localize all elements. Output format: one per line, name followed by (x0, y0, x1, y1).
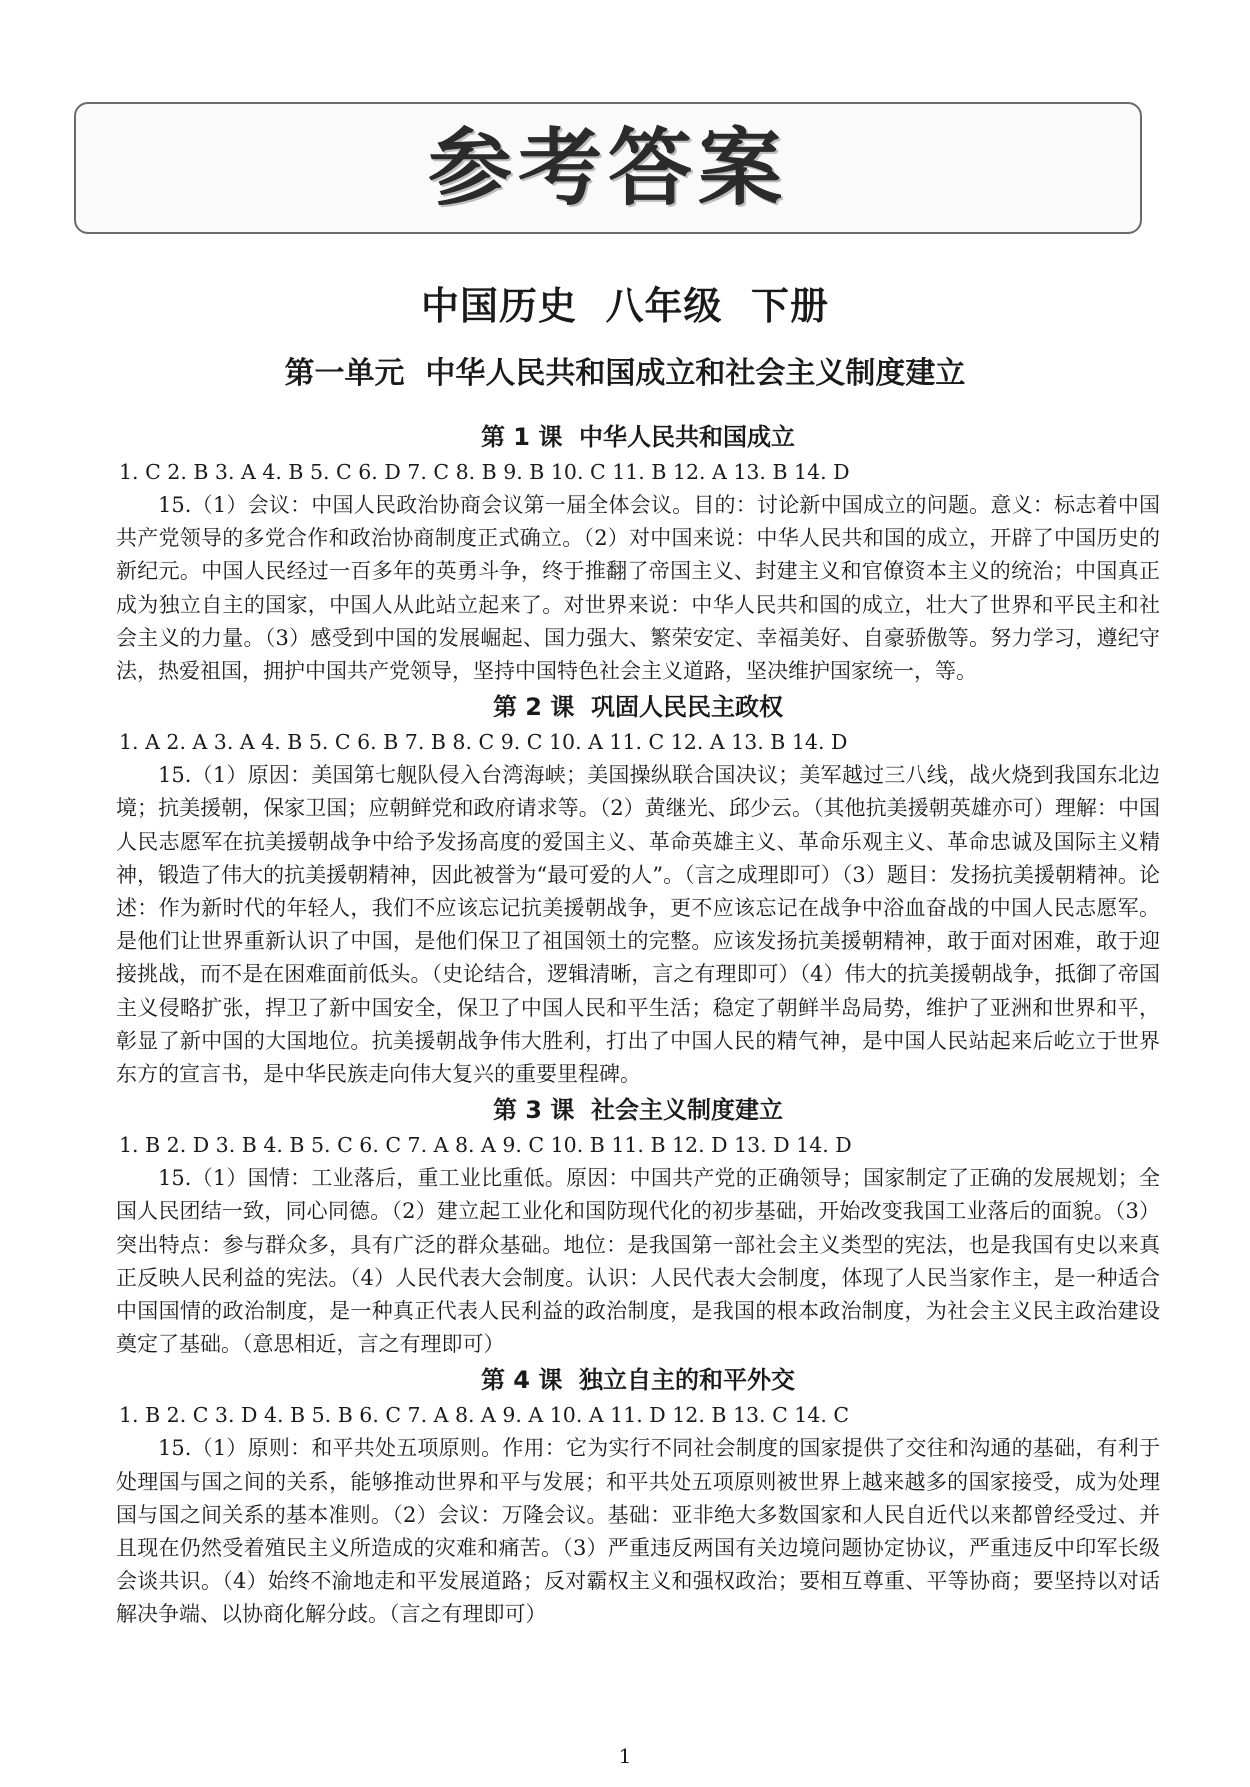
lesson-section (116, 1361, 1160, 1631)
book-title: 中国历史 八年级 下册 (421, 284, 829, 328)
lesson-section (116, 688, 1160, 1091)
page-number: 1 (618, 1744, 632, 1768)
multiple-choice-answers: 1. B 2. D 3. B 4. B 5. C 6. C 7. A 8. A 9. C 10. B 11. B 12. D 13. D 14. D (119, 1133, 852, 1158)
answer-content (116, 418, 1160, 1632)
multiple-choice-answers: 1. C 2. B 3. A 4. B 5. C 6. D 7. C 8. B 9. B 10. C 11. B 12. A 13. B 14. D (119, 460, 850, 484)
essay-answer: 15.（1）国情：工业落后，重工业比重低。原因：中国共产党的正确领导；国家制定了正确的发展规划；全国人民团结一致，同心同德。（2）建立起工业化和国防现代化的初步基础，开始改变我国工业落后的面貌。（3）突出特点：参与群众多，具有广泛的群众基础。地位：是我国第一部社会主义类型的宪法，也是我国有史以来真正反映人民利益的宪法。（4）人民代表大会制度。认识：人民代表大会制度，体现了人民当家作主，是一种适合中国国情的政治制度，是一种真正代表人民利益的政治制度，是我国的根本政治制度，为社会主义民主政治建设奠定了基础。（意思相近，言之有理即可） (116, 1166, 1160, 1357)
essay-answer: 15.（1）原则：和平共处五项原则。作用：它为实行不同社会制度的国家提供了交往和沟通的基础，有利于处理国与国之间的关系，能够推动世界和平与发展；和平共处五项原则被世界上越来越多的国家接受，成为处理国与国之间关系的基本准则。（2）会议：万隆会议。基础：亚非绝大多数国家和人民自近代以来都曾经受过、并且现在仍然受着殖民主义所造成的灾难和痛苦。（3）严重违反两国有关边境问题协定协议，严重违反中印军长级会谈共识。（4）始终不渝地走和平发展道路；反对霸权主义和强权政治；要相互尊重、平等协商；要坚持以对话解决争端、以协商化解分歧。（言之有理即可） (116, 1436, 1160, 1627)
lesson-title: 第 3 课 社会主义制度建立 (492, 1096, 784, 1125)
lesson-section (116, 1091, 1160, 1361)
unit-title: 第一单元 中华人民共和国成立和社会主义制度建立 (284, 356, 966, 391)
multiple-choice-answers: 1. A 2. A 3. A 4. B 5. C 6. B 7. B 8. C 9. C 10. A 11. C 12. A 13. B 14. D (119, 730, 848, 755)
answer-key-banner (74, 102, 1142, 234)
lesson-title: 第 2 课 巩固人民民主政权 (492, 693, 784, 722)
multiple-choice-answers: 1. B 2. C 3. D 4. B 5. B 6. C 7. A 8. A 9. A 10. A 11. D 12. B 13. C 14. C (119, 1403, 850, 1428)
lesson-title: 第 4 课 独立自主的和平外交 (480, 1366, 796, 1395)
banner-title: 参考答案 (427, 119, 788, 217)
lesson-section (116, 418, 1160, 688)
essay-answer: 15.（1）原因：美国第七舰队侵入台湾海峡；美国操纵联合国决议；美军越过三八线，战火烧到我国东北边境；抗美援朝，保家卫国；应朝鲜党和政府请求等。（2）黄继光、邱少云。（其他抗美援朝英雄亦可）理解：中国人民志愿军在抗美援朝战争中给予发扬高度的爱国主义、革命英雄主义、革命乐观主义、革命忠诚及国际主义精神，锻造了伟大的抗美援朝精神，因此被誉为“最可爱的人”。（言之成理即可）（3）题目：发扬抗美援朝精神。论述：作为新时代的年轻人，我们不应该忘记抗美援朝战争，更不应该忘记在战争中浴血奋战的中国人民志愿军。是他们让世界重新认识了中国，是他们保卫了祖国领土的完整。应该发扬抗美援朝精神，敢于面对困难，敢于迎接挑战，而不是在困难面前低头。（史论结合，逻辑清晰，言之有理即可）（4）伟大的抗美援朝战争，抵御了帝国主义侵略扩张，捍卫了新中国安全，保卫了中国人民和平生活；稳定了朝鲜半岛局势，维护了亚洲和世界和平，彰显了新中国的大国地位。抗美援朝战争伟大胜利，打出了中国人民的精气神，是中国人民站起来后屹立于世界东方的宣言书，是中华民族走向伟大复兴的重要里程碑。 (116, 763, 1160, 1087)
essay-answer: 15.（1）会议：中国人民政治协商会议第一届全体会议。目的：讨论新中国成立的问题。意义：标志着中国共产党领导的多党合作和政治协商制度正式确立。（2）对中国来说：中华人民共和国的成立，开辟了中国历史的新纪元。中国人民经过一百多年的英勇斗争，终于推翻了帝国主义、封建主义和官僚资本主义的统治；中国真正成为独立自主的国家，中国人从此站立起来了。对世界来说：中华人民共和国的成立，壮大了世界和平民主和社会主义的力量。（3）感受到中国的发展崛起、国力强大、繁荣安定、幸福美好、自豪骄傲等。努力学习，遵纪守法，热爱祖国，拥护中国共产党领导，坚持中国特色社会主义道路，坚决维护国家统一，等。 (116, 493, 1160, 684)
lesson-title: 第 1 课 中华人民共和国成立 (480, 423, 796, 451)
